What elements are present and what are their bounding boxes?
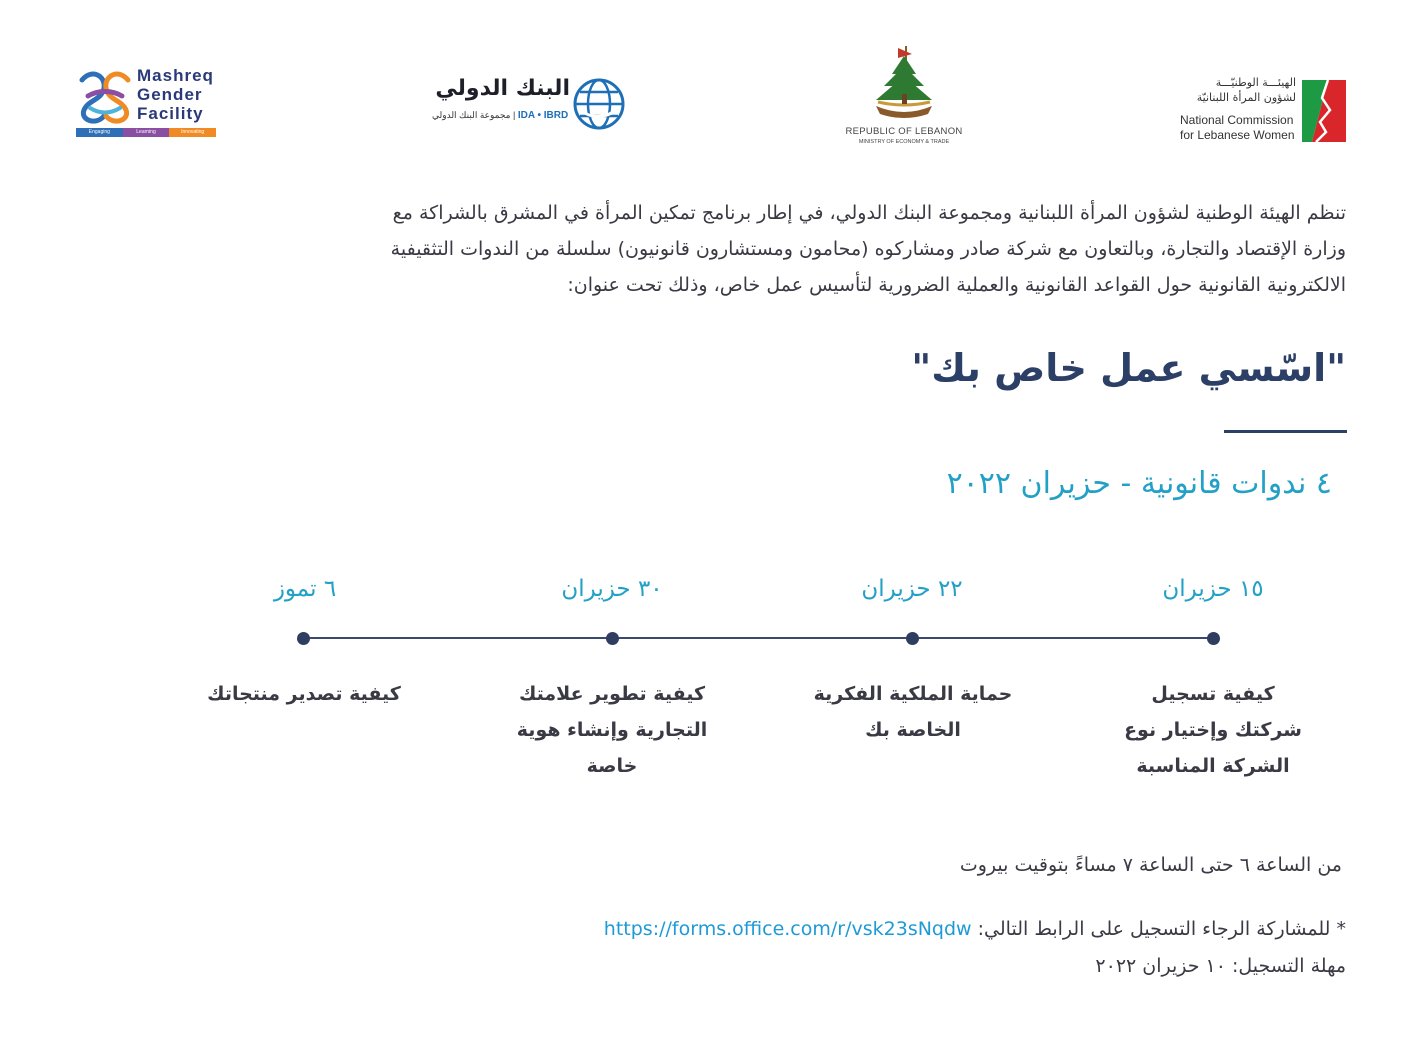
mashreq-tag-innovating: Innovating [169, 128, 216, 137]
mashreq-knot-icon [74, 66, 136, 128]
registration-link[interactable]: https://forms.office.com/r/vsk23sNqdw [603, 918, 972, 940]
ncl-flag-icon [1302, 80, 1346, 142]
topic-3-line-2: التجارية وإنشاء هوية [516, 719, 708, 741]
topic-2-line-1: حماية الملكية الفكرية [813, 683, 1013, 705]
timeline-date-2: ٢٢ حزيران [861, 576, 963, 602]
mashreq-line-1: Mashreq [137, 66, 214, 85]
timeline-line [303, 637, 1213, 639]
ncl-english-line-1: National Commission [1180, 113, 1294, 127]
ncl-arabic-line-2: لشؤون المرأة اللبنانيّة [1196, 91, 1296, 104]
topic-4-line-1: كيفية تصدير منتجاتك [207, 683, 401, 705]
timeline-date-3: ٣٠ حزيران [561, 576, 663, 602]
timeline-dot-3 [606, 632, 619, 645]
intro-line-1: تنظم الهيئة الوطنية لشؤون المرأة اللبنانية ومجموعة البنك الدولي، في إطار برنامج تمكين المرأة في المشرق بالشراكة مع [392, 202, 1346, 224]
ministry-caption: MINISTRY OF ECONOMY & TRADE [858, 139, 950, 145]
ncl-english-line-2: for Lebanese Women [1180, 128, 1295, 142]
title-underline [1224, 430, 1347, 433]
globe-icon [572, 77, 626, 131]
registration-line [604, 918, 1346, 940]
main-title: "اسّسي عمل خاص بك" [911, 346, 1346, 390]
subtitle: ٤ ندوات قانونية - حزيران ٢٠٢٢ [946, 466, 1332, 501]
world-bank-sub-arabic: مجموعة البنك الدولي [432, 110, 511, 120]
mashreq-gender-facility-logo [74, 64, 224, 142]
ncl-arabic-line-1: الهيئـــة الوطنيّـــة [1215, 76, 1296, 89]
world-bank-arabic-name: البنك الدولي [435, 76, 570, 101]
timeline-topic-3 [482, 676, 742, 784]
world-bank-logo [430, 74, 630, 138]
cedar-tree-icon [836, 44, 972, 124]
timeline-date-4: ٦ تموز [273, 576, 337, 602]
topic-1-line-3: الشركة المناسبة [1136, 755, 1290, 777]
timeline-dot-4 [297, 632, 310, 645]
ncl-logo [1178, 76, 1348, 146]
timeline-date-1: ١٥ حزيران [1162, 576, 1264, 602]
registration-deadline: مهلة التسجيل: ١٠ حزيران ٢٠٢٢ [1095, 955, 1346, 977]
session-time: من الساعة ٦ حتى الساعة ٧ مساءً بتوقيت بيروت [959, 854, 1342, 876]
timeline-dot-2 [906, 632, 919, 645]
world-bank-subtitle: مجموعة البنك الدولي | IDA • IBRD [432, 110, 569, 121]
topic-1-line-2: شركتك وإختيار نوع [1124, 719, 1302, 741]
timeline-dot-1 [1207, 632, 1220, 645]
lebanon-caption: REPUBLIC OF LEBANON [845, 126, 963, 137]
topic-3-line-3: خاصة [586, 755, 638, 777]
mashreq-line-2: Gender [137, 85, 203, 104]
mashreq-tag-learning: Learning [123, 128, 170, 137]
timeline-topic-1 [1083, 676, 1343, 784]
intro-line-3: الالكترونية القانونية حول القواعد القانونية والعملية الضرورية لتأسيس عمل خاص، وذلك تحت عنوان: [567, 274, 1346, 296]
ministry-economy-logo [836, 44, 972, 152]
mashreq-tagline-bar [76, 128, 216, 137]
timeline-topic-4 [174, 676, 434, 712]
intro-line-2: وزارة الإقتصاد والتجارة، وبالتعاون مع شركة صادر ومشاركوه (محامون ومستشارون قانونيون) سلسلة من الندوات التثقيفية [390, 238, 1346, 260]
mashreq-tag-engaging: Engaging [76, 128, 123, 137]
topic-3-line-1: كيفية تطوير علامتك [518, 683, 706, 705]
timeline-topic-2 [783, 676, 1043, 748]
world-bank-sub-english: IDA • IBRD [517, 110, 569, 121]
registration-prefix: * للمشاركة الرجاء التسجيل على الرابط التالي: [977, 918, 1346, 940]
topic-1-line-1: كيفية تسجيل [1151, 683, 1275, 705]
mashreq-line-3: Facility [137, 104, 204, 123]
topic-2-line-2: الخاصة بك [865, 719, 961, 741]
